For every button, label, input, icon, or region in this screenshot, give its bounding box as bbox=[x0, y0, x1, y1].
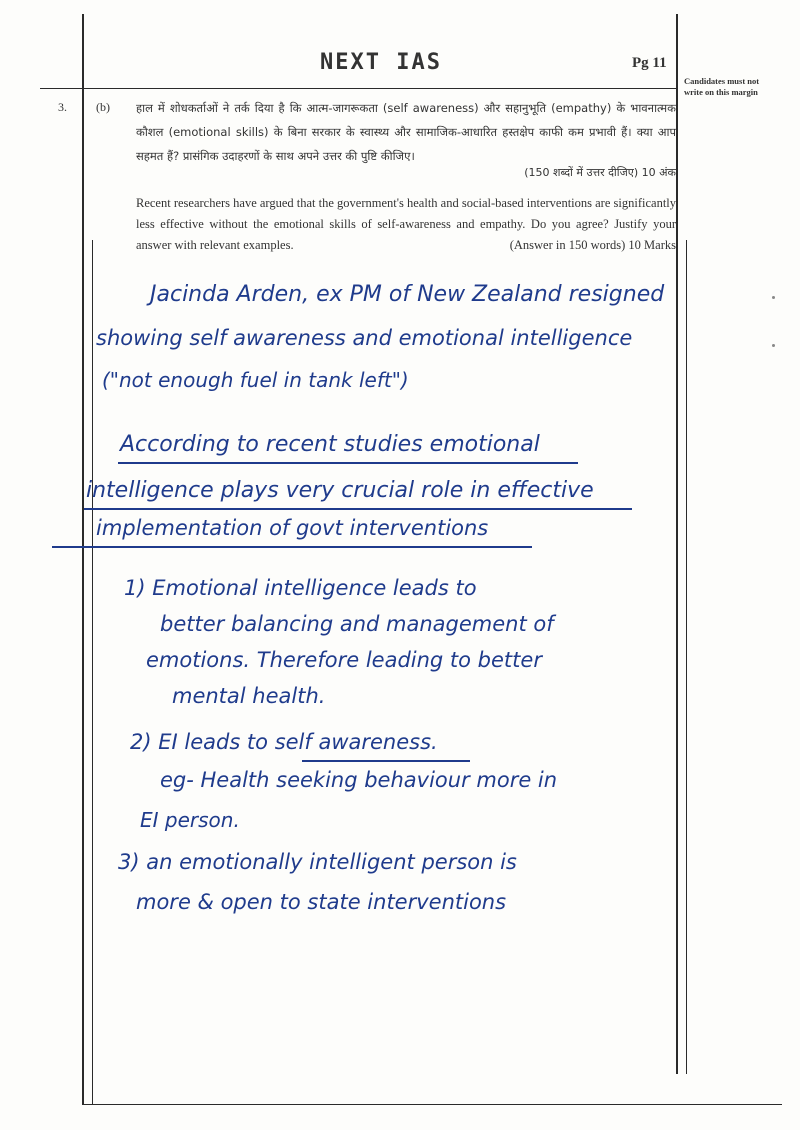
question-marks-english: (Answer in 150 words) 10 Marks bbox=[509, 238, 676, 252]
point-1-line-3: emotions. Therefore leading to better bbox=[146, 648, 542, 672]
page-number: Pg 11 bbox=[632, 55, 667, 71]
heading-underline-2 bbox=[84, 508, 632, 510]
point-2-line-3: EI person. bbox=[140, 808, 240, 832]
margin-instruction: Candidates must not write on this margin bbox=[684, 76, 760, 97]
question-english-body: Recent researchers have argued that the government's health and social-based interventions are significantly less effective without the emotional skills of self-awareness and empathy. Do you agree? Justify your answer with relevant examples. bbox=[136, 196, 677, 252]
answer-heading-line-1: According to recent studies emotional bbox=[120, 432, 540, 457]
right-margin-line-2 bbox=[686, 240, 687, 1074]
margin-speck bbox=[772, 344, 775, 347]
answer-heading-line-2: intelligence plays very crucial role in effective bbox=[86, 478, 594, 503]
header-rule bbox=[40, 88, 676, 89]
point-3-line-2: more & open to state interventions bbox=[136, 890, 507, 914]
point-1-line-1: 1) Emotional intelligence leads to bbox=[124, 576, 477, 600]
right-margin-line bbox=[676, 14, 678, 1074]
margin-speck bbox=[772, 296, 775, 299]
heading-underline-3 bbox=[52, 546, 532, 548]
answer-intro-line-1: Jacinda Arden, ex PM of New Zealand resigned bbox=[150, 282, 665, 307]
question-number: 3. bbox=[58, 100, 67, 114]
point-2-line-2: eg- Health seeking behaviour more in bbox=[160, 768, 558, 792]
self-awareness-underline bbox=[302, 760, 470, 762]
left-inner-line bbox=[92, 240, 93, 1104]
question-text-english bbox=[136, 193, 676, 256]
question-part: (b) bbox=[96, 100, 110, 114]
answer-heading-line-3: implementation of govt interventions bbox=[96, 516, 489, 540]
heading-underline-1 bbox=[118, 462, 578, 464]
point-1-line-2: better balancing and management of bbox=[160, 612, 554, 636]
brand-logo-text: NEXT IAS bbox=[320, 50, 442, 75]
question-text-hindi: हाल में शोधकर्ताओं ने तर्क दिया है कि आत्म-जागरूकता (self awareness) और सहानुभूति (empathy) के भावनात्मक कौशल (emotional skills) के बिना सरकार के स्वास्थ्य और सामाजिक-आधारित हस्तक्षेप काफी कम प्रभावी हैं। क्या आप सहमत हैं? प्रासंगिक उदाहरणों के साथ अपने उत्तर की पुष्टि कीजिए। bbox=[136, 101, 676, 163]
answer-intro-line-2: showing self awareness and emotional intelligence bbox=[96, 326, 633, 350]
question-marks-hindi: (150 शब्दों में उत्तर दीजिए) 10 अंक bbox=[524, 166, 676, 179]
answer-intro-line-3: ("not enough fuel in tank left") bbox=[102, 368, 409, 392]
footer-rule bbox=[82, 1104, 782, 1105]
left-border-line bbox=[82, 14, 84, 1104]
point-1-line-4: mental health. bbox=[172, 684, 326, 708]
point-2-line-1: 2) EI leads to self awareness. bbox=[130, 730, 438, 754]
point-3-line-1: 3) an emotionally intelligent person is bbox=[118, 850, 517, 874]
